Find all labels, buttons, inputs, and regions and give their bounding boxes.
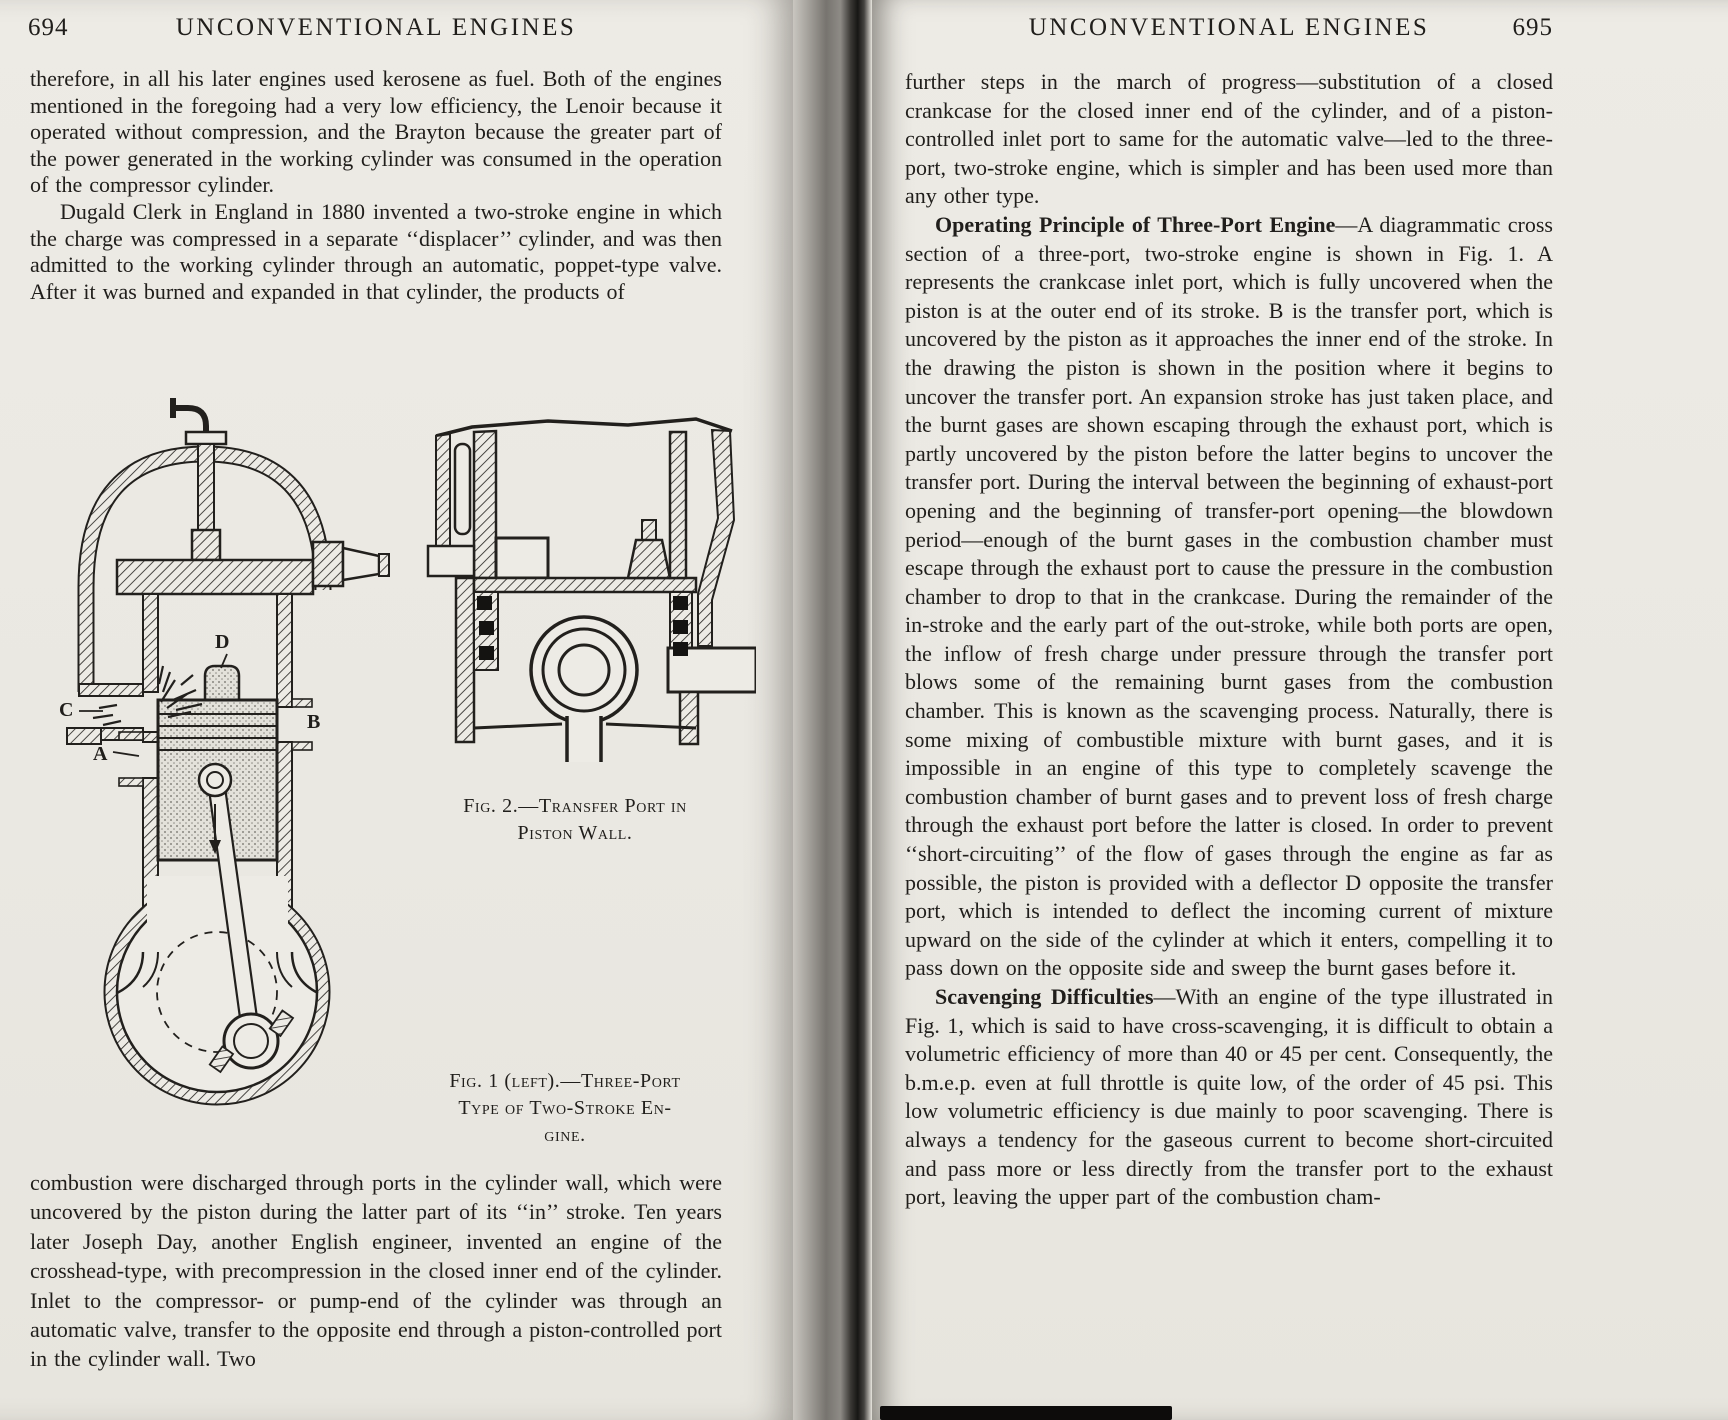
caption-line: Type of Two-Stroke En-	[458, 1097, 672, 1119]
left-page-text-top	[30, 66, 722, 305]
fig1-label-exhaust-port: C	[59, 699, 74, 721]
priming-valve	[173, 398, 226, 562]
fig1-label-deflector: D	[215, 631, 230, 653]
figure-2-transfer-port	[398, 390, 756, 762]
caption-line: Fig. 2.—Transfer Port in	[463, 795, 687, 817]
paragraph	[905, 211, 1553, 983]
left-page	[0, 0, 793, 1420]
port-bridge-block	[496, 538, 548, 578]
paragraph: combustion were discharged through ports in the cylinder wall, which were uncovered by the piston during the latter part of its ‘‘in’’ stroke. Ten years later Joseph Day, another English engineer, invented an engine of the crosshead-type, with precompression in the closed inner end of the cylinder. Inlet to the compressor- or pump-end of the cylinder was through an automatic valve, transfer to the opposite end through a piston-controlled port in the cylinder wall. Two	[30, 1170, 722, 1372]
caption-line: Piston Wall.	[517, 822, 633, 844]
section-heading: Operating Principle of Three-Port Engine	[935, 211, 1336, 237]
scan-edge-artifact	[880, 1406, 1172, 1420]
figure-2-caption	[430, 793, 720, 847]
left-page-text-bottom	[30, 1168, 722, 1374]
running-title: UNCONVENTIONAL ENGINES	[1028, 14, 1430, 41]
figure-1-caption	[415, 1068, 715, 1149]
piston-crown-section	[474, 578, 696, 592]
right-page	[872, 0, 1728, 1420]
section-body: —A diagrammatic cross section of a three-port, two-stroke engine is shown in Fig. 1. A represents the crankcase inlet port, which is fully uncovered when the piston is at the outer end of its stroke. B is the transfer port, which is uncovered by the piston as it approaches the inner end of the stroke. In the drawing the piston is shown in the position where it begins to uncover the transfer port. An expansion stroke has just taken place, and the burnt gases are shown escaping through the exhaust port, which is partly uncovered by the piston before the latter begins to uncover the transfer port. During the interval between the beginning of exhaust-port opening and the beginning of transfer-port opening—the blowdown period—enough of the burnt gases in the combustion chamber must escape through the exhaust port to cause the pressure in the combustion chamber to drop to that in the crankcase. During the remainder of the in-stroke and the early part of the out-stroke, while both ports are open, the inflow of fresh charge under pressure through the transfer port blows some of the remaining burnt gases from the combustion chamber. This is known as the scavenging process. Naturally, there is some mixing of combustible mixture with burnt gases, and it is impossible in an engine of this type to completely scavenge the combustion chamber of burnt gases and to prevent loss of fresh charge through the exhaust port before the latter is closed. In order to prevent ‘‘short-circuiting’’ of the flow of gases through the engine as far as possible, the piston is provided with a deflector D opposite the transfer port, which is intended to deflect the incoming current of mixture upward on the side of the cylinder at which it enters, compelling it to pass down on the opposite side and sweep the burnt gases before it.	[905, 211, 1553, 981]
piston-deflector	[205, 666, 239, 700]
section-heading: Scavenging Difficulties	[935, 984, 1154, 1009]
fig1-label-transfer-port: B	[307, 711, 321, 733]
cylinder-head	[117, 560, 313, 594]
paragraph: further steps in the march of progress—substitution of a closed crankcase for the closed inner end of the cylinder, and of a piston-controlled inlet port to same for the automatic valve—led to the three-port, two-stroke engine, which is simpler and has been used more than any other type.	[905, 69, 1553, 209]
book-spine-gutter	[793, 0, 872, 1420]
paragraph	[905, 983, 1553, 1212]
section-body: —With an engine of the type illustrated in Fig. 1, which is said to have cross-scavenging, it is difficult to obtain a volumetric efficiency of more than 40 or 45 per cent. Consequently, the b.m.e.p. even at full throttle is quite low, of the order of 45 psi. This low volumetric efficiency is due mainly to poor scavenging. There is always a tendency for the gaseous current to become short-circuited and pass more or less directly from the transfer port to the exhaust port, leaving the upper part of the combustion cham-	[905, 984, 1553, 1210]
fig2-transfer-port-diagram	[398, 390, 756, 762]
paragraph: therefore, in all his later engines used kerosene as fuel. Both of the engines mentioned in the foregoing had a very low efficiency, the Lenoir because it operated without compression, and the Brayton because the greater part of the power generated in the working cylinder was consumed in the operation of the compressor cylinder.	[30, 66, 722, 198]
spark-plug	[313, 542, 389, 586]
wrist-pin	[199, 764, 231, 796]
right-page-text	[905, 68, 1553, 1212]
page-number: 695	[1512, 14, 1553, 41]
caption-line: gine.	[544, 1124, 586, 1146]
rod-small-end	[531, 617, 637, 762]
running-title: UNCONVENTIONAL ENGINES	[175, 14, 577, 41]
paragraph: Dugald Clerk in England in 1880 invented a two-stroke engine in which the charge was compressed in a separate ‘‘displacer’’ cylinder, and was then admitted to the working cylinder through an automatic, poppet-type valve. After it was burned and expanded in that cylinder, the products of	[30, 198, 722, 304]
deflector-boss	[628, 520, 670, 578]
page-number: 694	[28, 14, 69, 41]
caption-line: Fig. 1 (left).—Three-Port	[449, 1070, 681, 1092]
figure-1-engine-cross-section	[55, 392, 390, 1110]
fig1-label-inlet-port: A	[93, 743, 108, 765]
